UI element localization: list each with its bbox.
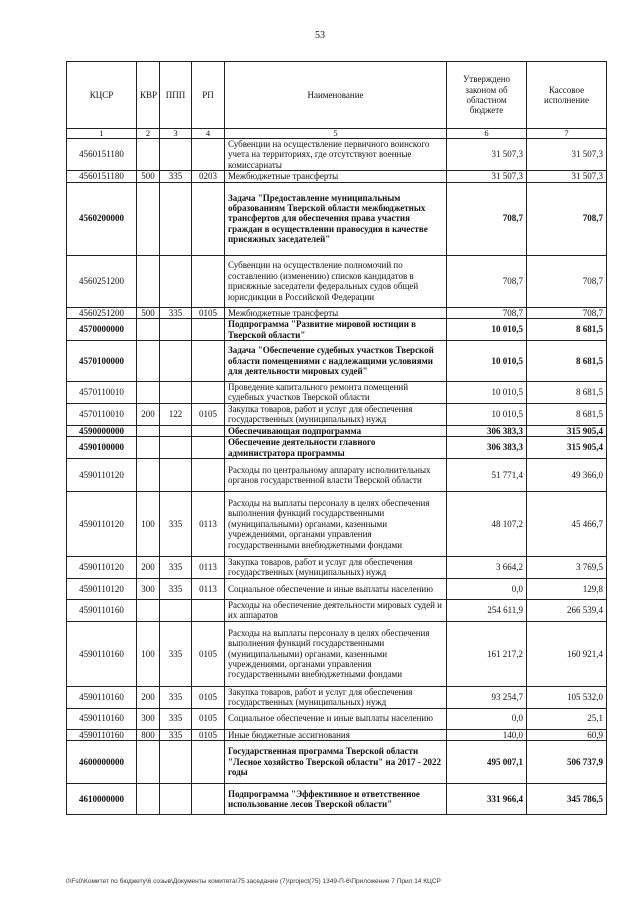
row-ppp: [160, 139, 192, 171]
row-kvr: 300: [137, 578, 160, 599]
row-ppp: 335: [160, 557, 192, 579]
row-ppp: [160, 255, 192, 307]
row-ppp: [160, 319, 192, 341]
page-number: 53: [315, 30, 325, 41]
row-kcsr: 4570110010: [67, 403, 137, 425]
row-executed: 45 466,7: [527, 492, 607, 557]
table-row: [67, 437, 607, 459]
row-approved: 51 771,4: [447, 459, 527, 492]
header-executed: Кассовое исполнение: [527, 62, 607, 129]
row-kcsr: 4590110120: [67, 578, 137, 599]
row-kcsr: 4570110010: [67, 382, 137, 404]
row-rp: 0113: [192, 492, 225, 557]
row-executed: 315 905,4: [527, 437, 607, 459]
row-rp: 0203: [192, 171, 225, 182]
row-approved: 495 007,1: [447, 741, 527, 784]
row-kcsr: 4610000000: [67, 784, 137, 815]
row-name: Межбюджетные трансферты: [225, 307, 447, 318]
row-kvr: 300: [137, 708, 160, 729]
row-kvr: [137, 437, 160, 459]
row-name: Подпрограмма "Развитие мировой юстиции в Тверской области": [225, 319, 447, 341]
row-ppp: [160, 425, 192, 436]
row-approved: 10 010,5: [447, 319, 527, 341]
table-row: [67, 319, 607, 341]
row-name: Задача "Обеспечение судебных участков Тверской области помещениями с надлежащими условиями для деятельности мировых судей": [225, 341, 447, 382]
header-kcsr: КЦСР: [67, 62, 137, 129]
header-rp: РП: [192, 62, 225, 129]
row-executed: 160 921,4: [527, 621, 607, 686]
row-executed: 708,7: [527, 307, 607, 318]
row-executed: 60,9: [527, 729, 607, 740]
row-approved: 31 507,3: [447, 139, 527, 171]
table-row: [67, 307, 607, 318]
row-executed: 266 539,4: [527, 599, 607, 621]
row-kvr: [137, 599, 160, 621]
row-approved: 93 254,7: [447, 686, 527, 708]
row-ppp: 335: [160, 621, 192, 686]
row-kvr: [137, 459, 160, 492]
row-kvr: 200: [137, 686, 160, 708]
column-number: 2: [137, 129, 160, 139]
column-number: 4: [192, 129, 225, 139]
row-ppp: [160, 382, 192, 404]
row-rp: 0105: [192, 729, 225, 740]
table-row: [67, 784, 607, 815]
file-path-footer: 0\Fs0\Комитет по бюджету\6 созыв\Документы комитета\75 заседание (7)\project(75) 1349-П-6\Приложение 7 Прил 14 КЦСР: [66, 878, 441, 885]
budget-table: [66, 61, 607, 815]
row-kcsr: 4590110120: [67, 459, 137, 492]
row-executed: 8 681,5: [527, 403, 607, 425]
row-rp: 0113: [192, 578, 225, 599]
row-kcsr: 4560151180: [67, 171, 137, 182]
row-ppp: 335: [160, 578, 192, 599]
table-row: [67, 425, 607, 436]
row-ppp: [160, 437, 192, 459]
row-kcsr: 4560251200: [67, 307, 137, 318]
row-kcsr: 4590110120: [67, 557, 137, 579]
row-kvr: [137, 382, 160, 404]
budget-table-body: [67, 62, 607, 815]
row-kvr: 500: [137, 307, 160, 318]
row-kcsr: 4590110160: [67, 686, 137, 708]
row-name: Государственная программа Тверской области "Лесное хозяйство Тверской области" на 2017 - 2022 годы: [225, 741, 447, 784]
row-name: Закупка товаров, работ и услуг для обеспечения государственных (муниципальных) нужд: [225, 686, 447, 708]
table-row: [67, 578, 607, 599]
row-kvr: [137, 425, 160, 436]
row-executed: 8 681,5: [527, 319, 607, 341]
row-kcsr: 4590000000: [67, 425, 137, 436]
row-rp: [192, 741, 225, 784]
row-kcsr: 4560151180: [67, 139, 137, 171]
row-ppp: [160, 741, 192, 784]
row-executed: 3 769,5: [527, 557, 607, 579]
row-kvr: [137, 255, 160, 307]
row-ppp: 335: [160, 708, 192, 729]
row-kvr: [137, 741, 160, 784]
row-name: Субвенции на осуществление первичного воинского учета на территориях, где отсутствуют военные комиссариаты: [225, 139, 447, 171]
row-name: Подпрограмма "Эффективное и ответственное использование лесов Тверской области": [225, 784, 447, 815]
row-executed: 31 507,3: [527, 171, 607, 182]
row-kvr: [137, 139, 160, 171]
row-approved: 140,0: [447, 729, 527, 740]
row-executed: 506 737,9: [527, 741, 607, 784]
table-row: [67, 459, 607, 492]
row-kcsr: 4600000000: [67, 741, 137, 784]
row-kvr: [137, 319, 160, 341]
table-row: [67, 686, 607, 708]
row-name: Расходы на выплаты персоналу в целях обеспечения выполнения функций государственными (муниципальными) органами, казенными учреждениями, органами управления государственными внебюджетными фондами: [225, 621, 447, 686]
row-ppp: 335: [160, 686, 192, 708]
table-row: [67, 182, 607, 255]
row-approved: 0,0: [447, 578, 527, 599]
row-name: Расходы по центральному аппарату исполнительных органов государственной власти Тверской области: [225, 459, 447, 492]
row-approved: 708,7: [447, 182, 527, 255]
row-approved: 708,7: [447, 307, 527, 318]
row-kcsr: 4590110160: [67, 729, 137, 740]
row-kcsr: 4560251200: [67, 255, 137, 307]
row-executed: 8 681,5: [527, 341, 607, 382]
row-executed: 345 786,5: [527, 784, 607, 815]
row-name: Обеспечивающая подпрограмма: [225, 425, 447, 436]
table-row: [67, 255, 607, 307]
row-name: Задача "Предоставление муниципальным образованиям Тверской области межбюджетных трансфертов для обеспечения права участия граждан в осуществлении правосудия в качестве присяжных заседателей": [225, 182, 447, 255]
table-header-row: [67, 62, 607, 129]
row-name: Обеспечение деятельности главного администратора программы: [225, 437, 447, 459]
row-ppp: 335: [160, 307, 192, 318]
row-rp: 0105: [192, 403, 225, 425]
header-name: Наименование: [225, 62, 447, 129]
row-ppp: 335: [160, 492, 192, 557]
row-approved: 331 966,4: [447, 784, 527, 815]
table-row: [67, 729, 607, 740]
column-number: 6: [447, 129, 527, 139]
row-executed: 708,7: [527, 182, 607, 255]
row-name: Расходы на выплаты персоналу в целях обеспечения выполнения функций государственными (муниципальными) органами, казенными учреждениями, органами управления государственными внебюджетными фондами: [225, 492, 447, 557]
row-ppp: 335: [160, 729, 192, 740]
row-rp: [192, 437, 225, 459]
row-approved: 3 664,2: [447, 557, 527, 579]
row-name: Расходы на обеспечение деятельности мировых судей и их аппаратов: [225, 599, 447, 621]
row-rp: 0105: [192, 621, 225, 686]
table-row: [67, 599, 607, 621]
row-kcsr: 4590110160: [67, 621, 137, 686]
row-kvr: 200: [137, 557, 160, 579]
row-rp: 0105: [192, 686, 225, 708]
row-rp: 0113: [192, 557, 225, 579]
row-ppp: [160, 784, 192, 815]
column-number: 1: [67, 129, 137, 139]
row-executed: 31 507,3: [527, 139, 607, 171]
row-name: Межбюджетные трансферты: [225, 171, 447, 182]
row-approved: 306 383,3: [447, 425, 527, 436]
table-row: [67, 139, 607, 171]
row-name: Закупка товаров, работ и услуг для обеспечения государственных (муниципальных) нужд: [225, 557, 447, 579]
row-ppp: [160, 182, 192, 255]
row-kvr: 800: [137, 729, 160, 740]
table-row: [67, 171, 607, 182]
column-number-row: [67, 129, 607, 139]
row-executed: 129,8: [527, 578, 607, 599]
row-executed: 315 905,4: [527, 425, 607, 436]
row-approved: 708,7: [447, 255, 527, 307]
row-rp: [192, 382, 225, 404]
row-approved: 161 217,2: [447, 621, 527, 686]
row-kvr: 200: [137, 403, 160, 425]
table-row: [67, 621, 607, 686]
table-row: [67, 382, 607, 404]
row-approved: 31 507,3: [447, 171, 527, 182]
row-ppp: 335: [160, 171, 192, 182]
row-name: Субвенции на осуществление полномочий по составлению (изменению) списков кандидатов в присяжные заседатели федеральных судов общей юрисдикции в Российской Федерации: [225, 255, 447, 307]
row-rp: [192, 599, 225, 621]
column-number: 3: [160, 129, 192, 139]
table-row: [67, 341, 607, 382]
row-rp: [192, 319, 225, 341]
row-kcsr: 4590110160: [67, 708, 137, 729]
row-approved: 10 010,5: [447, 403, 527, 425]
row-kcsr: 4590110160: [67, 599, 137, 621]
row-kcsr: 4560200000: [67, 182, 137, 255]
row-kvr: 100: [137, 492, 160, 557]
row-kcsr: 4570100000: [67, 341, 137, 382]
row-kvr: [137, 341, 160, 382]
row-rp: [192, 182, 225, 255]
row-executed: 25,1: [527, 708, 607, 729]
row-approved: 10 010,5: [447, 341, 527, 382]
row-rp: [192, 459, 225, 492]
row-executed: 49 366,0: [527, 459, 607, 492]
row-name: Закупка товаров, работ и услуг для обеспечения государственных (муниципальных) нужд: [225, 403, 447, 425]
header-kvr: КВР: [137, 62, 160, 129]
row-kvr: [137, 784, 160, 815]
column-number: 5: [225, 129, 447, 139]
column-number: 7: [527, 129, 607, 139]
row-ppp: [160, 599, 192, 621]
row-ppp: [160, 459, 192, 492]
row-approved: 0,0: [447, 708, 527, 729]
row-kvr: 500: [137, 171, 160, 182]
row-kcsr: 4590110120: [67, 492, 137, 557]
header-approved: Утверждено законом об областном бюджете: [447, 62, 527, 129]
table-row: [67, 741, 607, 784]
row-rp: 0105: [192, 307, 225, 318]
row-approved: 48 107,2: [447, 492, 527, 557]
row-rp: [192, 341, 225, 382]
row-approved: 306 383,3: [447, 437, 527, 459]
row-rp: [192, 139, 225, 171]
table-row: [67, 403, 607, 425]
row-name: Проведение капитального ремонта помещений судебных участков Тверской области: [225, 382, 447, 404]
row-executed: 105 532,0: [527, 686, 607, 708]
row-approved: 10 010,5: [447, 382, 527, 404]
row-kcsr: 4570000000: [67, 319, 137, 341]
table-row: [67, 708, 607, 729]
row-name: Социальное обеспечение и иные выплаты населению: [225, 708, 447, 729]
row-rp: 0105: [192, 708, 225, 729]
row-rp: [192, 425, 225, 436]
row-name: Иные бюджетные ассигнования: [225, 729, 447, 740]
row-kvr: [137, 182, 160, 255]
header-ppp: ППП: [160, 62, 192, 129]
row-ppp: 122: [160, 403, 192, 425]
row-name: Социальное обеспечение и иные выплаты населению: [225, 578, 447, 599]
row-kvr: 100: [137, 621, 160, 686]
row-kcsr: 4590100000: [67, 437, 137, 459]
row-ppp: [160, 341, 192, 382]
row-executed: 708,7: [527, 255, 607, 307]
row-executed: 8 681,5: [527, 382, 607, 404]
row-approved: 254 611,9: [447, 599, 527, 621]
table-row: [67, 557, 607, 579]
row-rp: [192, 784, 225, 815]
table-row: [67, 492, 607, 557]
row-rp: [192, 255, 225, 307]
